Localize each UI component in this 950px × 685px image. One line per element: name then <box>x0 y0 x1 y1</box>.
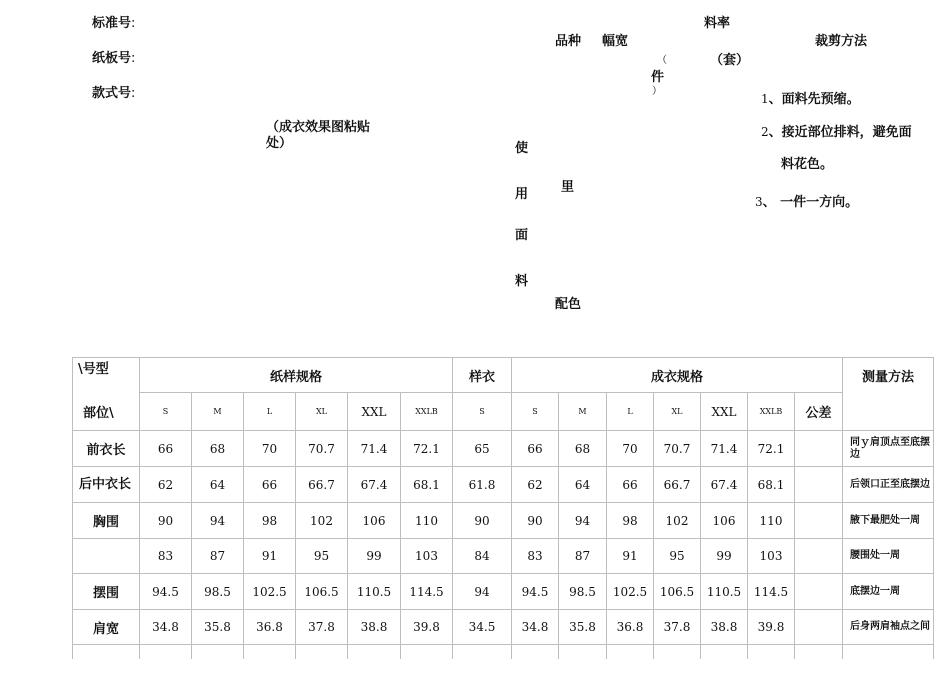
garment-value-cell: 95 <box>654 539 701 574</box>
method-cell: 后身两肩袖点之间 <box>843 610 934 645</box>
paper-value-cell: 70 <box>244 431 296 467</box>
paper-value-cell: 91 <box>244 539 296 574</box>
lining-label: 里 <box>561 180 575 195</box>
garment-value-cell: 66.7 <box>654 467 701 503</box>
garment-value-cell: 91 <box>607 539 654 574</box>
variety-header: 品种 <box>555 34 582 49</box>
garment-size-xl: XL <box>654 393 701 431</box>
garment-value-cell: 103 <box>748 539 795 574</box>
paper-value-cell: 66 <box>244 467 296 503</box>
garment-value-cell: 67.4 <box>701 467 748 503</box>
garment-value-cell: 71.4 <box>701 431 748 467</box>
empty-cell <box>748 645 795 659</box>
garment-value-cell: 72.1 <box>748 431 795 467</box>
group-garment: 成衣规格 <box>512 358 843 393</box>
paper-value-cell: 98.5 <box>192 574 244 610</box>
paper-value-cell: 106 <box>348 503 401 539</box>
table-row <box>73 467 934 503</box>
empty-cell <box>140 645 192 659</box>
cutting-step-2: 2、接近部位排料，避免面 <box>761 125 912 140</box>
garment-value-cell: 110.5 <box>701 574 748 610</box>
garment-value-cell: 39.8 <box>748 610 795 645</box>
garment-value-cell: 98.5 <box>559 574 607 610</box>
width-header: 幅宽 <box>602 34 629 49</box>
board-no-label: 纸板号: <box>92 51 136 66</box>
empty-cell <box>559 645 607 659</box>
garment-value-cell: 62 <box>512 467 559 503</box>
empty-cell <box>453 645 512 659</box>
garment-size-m: M <box>559 393 607 431</box>
method-cell: 底摆边一周 <box>843 574 934 610</box>
table-row <box>73 431 934 467</box>
corner-bottom: 部位\ <box>73 393 140 431</box>
garment-value-cell: 68.1 <box>748 467 795 503</box>
use-label-4: 料 <box>515 274 529 289</box>
paper-value-cell: 98 <box>244 503 296 539</box>
empty-cell <box>73 645 140 659</box>
empty-cell <box>296 645 348 659</box>
rate-unit-set: （套） <box>710 53 750 68</box>
paper-size-m: M <box>192 393 244 431</box>
spec-table <box>72 357 934 659</box>
garment-value-cell: 106 <box>701 503 748 539</box>
cutting-step-3: 3、 一件一方向。 <box>755 195 859 210</box>
paper-value-cell: 66 <box>140 431 192 467</box>
sample-value-cell: 61.8 <box>453 467 512 503</box>
sample-value-cell: 34.5 <box>453 610 512 645</box>
empty-cell <box>244 645 296 659</box>
paper-value-cell: 34.8 <box>140 610 192 645</box>
paper-value-cell: 94 <box>192 503 244 539</box>
use-label-1: 使 <box>515 141 529 156</box>
paper-value-cell: 110.5 <box>348 574 401 610</box>
group-sample: 样衣 <box>453 358 512 393</box>
garment-value-cell: 66 <box>512 431 559 467</box>
garment-value-cell: 68 <box>559 431 607 467</box>
paper-value-cell: 70.7 <box>296 431 348 467</box>
tolerance-cell <box>795 610 843 645</box>
garment-value-cell: 106.5 <box>654 574 701 610</box>
empty-cell <box>843 645 934 659</box>
paper-value-cell: 110 <box>401 503 453 539</box>
paper-value-cell: 64 <box>192 467 244 503</box>
tolerance-cell <box>795 539 843 574</box>
paper-value-cell: 35.8 <box>192 610 244 645</box>
paper-size-xxl: XXL <box>348 393 401 431</box>
paper-value-cell: 67.4 <box>348 467 401 503</box>
paper-value-cell: 66.7 <box>296 467 348 503</box>
table-row <box>73 610 934 645</box>
corner-top: \号型 <box>73 358 140 393</box>
use-label-2: 用 <box>515 187 529 202</box>
part-cell: 前衣长 <box>73 431 140 467</box>
sample-size-s: S <box>453 393 512 431</box>
garment-value-cell: 37.8 <box>654 610 701 645</box>
paper-value-cell: 95 <box>296 539 348 574</box>
garment-value-cell: 70 <box>607 431 654 467</box>
paper-value-cell: 39.8 <box>401 610 453 645</box>
paper-value-cell: 87 <box>192 539 244 574</box>
empty-cell <box>701 645 748 659</box>
garment-value-cell: 35.8 <box>559 610 607 645</box>
garment-value-cell: 94.5 <box>512 574 559 610</box>
part-cell: 肩宽 <box>73 610 140 645</box>
method-cell: 腰围处一周 <box>843 539 934 574</box>
paper-value-cell: 72.1 <box>401 431 453 467</box>
image-placeholder-text: （成衣效果图粘贴处） <box>266 120 371 151</box>
standard-no-label: 标准号: <box>92 16 136 31</box>
garment-value-cell: 66 <box>607 467 654 503</box>
method-cell: 腋下最肥处一周 <box>843 503 934 539</box>
paper-value-cell: 102 <box>296 503 348 539</box>
garment-size-xxl: XXL <box>701 393 748 431</box>
table-row <box>73 503 934 539</box>
garment-value-cell: 64 <box>559 467 607 503</box>
paper-value-cell: 71.4 <box>348 431 401 467</box>
garment-value-cell: 38.8 <box>701 610 748 645</box>
rate-unit-piece-close: ） <box>652 86 662 97</box>
table-group-header-row <box>73 358 934 393</box>
empty-cell <box>512 645 559 659</box>
garment-value-cell: 114.5 <box>748 574 795 610</box>
paper-value-cell: 38.8 <box>348 610 401 645</box>
empty-cell <box>795 645 843 659</box>
garment-value-cell: 90 <box>512 503 559 539</box>
paper-value-cell: 94.5 <box>140 574 192 610</box>
garment-value-cell: 83 <box>512 539 559 574</box>
paper-value-cell: 103 <box>401 539 453 574</box>
empty-cell <box>607 645 654 659</box>
rate-header: 料率 <box>704 16 731 31</box>
garment-value-cell: 102 <box>654 503 701 539</box>
paper-value-cell: 99 <box>348 539 401 574</box>
use-label-3: 面 <box>515 228 529 243</box>
paper-value-cell: 102.5 <box>244 574 296 610</box>
group-method: 测量方法 <box>843 358 934 393</box>
group-paper: 纸样规格 <box>140 358 453 393</box>
style-no-label: 款式号: <box>92 86 136 101</box>
sample-value-cell: 94 <box>453 574 512 610</box>
paper-value-cell: 90 <box>140 503 192 539</box>
tolerance-cell <box>795 503 843 539</box>
paper-size-xl: XL <box>296 393 348 431</box>
method-cell: 后领口正至底摆边 <box>843 467 934 503</box>
paper-value-cell: 37.8 <box>296 610 348 645</box>
table-row <box>73 539 934 574</box>
paper-size-s: S <box>140 393 192 431</box>
garment-value-cell: 34.8 <box>512 610 559 645</box>
paper-value-cell: 36.8 <box>244 610 296 645</box>
garment-value-cell: 110 <box>748 503 795 539</box>
trim-label: 配色 <box>555 297 582 312</box>
paper-value-cell: 68 <box>192 431 244 467</box>
cutting-step-1: 1、面料先预缩。 <box>761 92 860 107</box>
paper-size-l: L <box>244 393 296 431</box>
method-cell: 同ｙ肩顶点至底摆边 <box>843 431 934 467</box>
paper-value-cell: 106.5 <box>296 574 348 610</box>
cutting-step-2-cont: 料花色。 <box>781 157 834 172</box>
part-cell: 摆围 <box>73 574 140 610</box>
garment-value-cell: 99 <box>701 539 748 574</box>
paper-value-cell: 114.5 <box>401 574 453 610</box>
garment-value-cell: 94 <box>559 503 607 539</box>
part-cell: 后中衣长 <box>73 467 140 503</box>
garment-value-cell: 70.7 <box>654 431 701 467</box>
garment-value-cell: 102.5 <box>607 574 654 610</box>
garment-size-s: S <box>512 393 559 431</box>
tolerance-cell <box>795 431 843 467</box>
sample-value-cell: 84 <box>453 539 512 574</box>
garment-value-cell: 36.8 <box>607 610 654 645</box>
tolerance-cell <box>795 467 843 503</box>
part-cell <box>73 539 140 574</box>
garment-value-cell: 87 <box>559 539 607 574</box>
method-header-blank <box>843 393 934 431</box>
empty-cell <box>401 645 453 659</box>
sample-value-cell: 65 <box>453 431 512 467</box>
part-cell: 胸围 <box>73 503 140 539</box>
empty-cell <box>654 645 701 659</box>
paper-value-cell: 83 <box>140 539 192 574</box>
garment-size-l: L <box>607 393 654 431</box>
table-size-row <box>73 393 934 431</box>
paper-value-cell: 68.1 <box>401 467 453 503</box>
empty-cell <box>348 645 401 659</box>
rate-unit-piece: 件 <box>651 70 665 85</box>
tolerance-header: 公差 <box>795 393 843 431</box>
garment-size-xxlb: XXLB <box>748 393 795 431</box>
cutting-title: 裁剪方法 <box>815 34 868 49</box>
tolerance-cell <box>795 574 843 610</box>
table-row-partial <box>73 645 934 659</box>
garment-value-cell: 98 <box>607 503 654 539</box>
table-row <box>73 574 934 610</box>
empty-cell <box>192 645 244 659</box>
rate-unit-piece-open: （ <box>657 55 667 66</box>
paper-value-cell: 62 <box>140 467 192 503</box>
sample-value-cell: 90 <box>453 503 512 539</box>
paper-size-xxlb: XXLB <box>401 393 453 431</box>
